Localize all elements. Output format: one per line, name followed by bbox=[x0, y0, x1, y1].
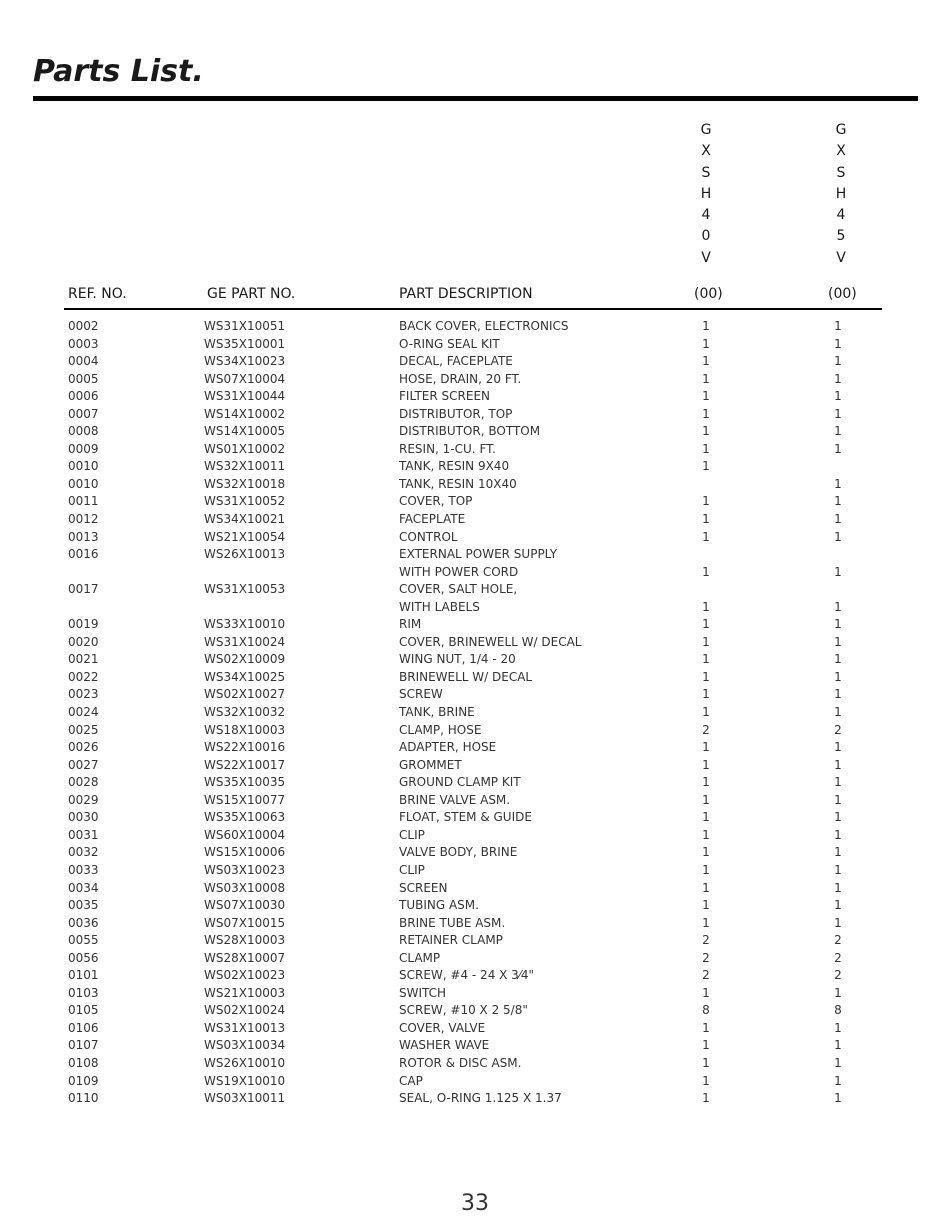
part-no-cell: WS01X10002 bbox=[204, 441, 286, 456]
ref-no-cell: 0056 bbox=[68, 950, 99, 965]
table-row bbox=[0, 546, 950, 564]
table-row bbox=[0, 599, 950, 617]
part-no-cell: WS28X10003 bbox=[204, 933, 286, 948]
model-letter: V bbox=[701, 249, 711, 266]
table-row bbox=[0, 458, 950, 476]
description-cell: HOSE, DRAIN, 20 FT. bbox=[399, 371, 522, 386]
description-cell: TANK, RESIN 10X40 bbox=[399, 476, 517, 491]
table-row bbox=[0, 809, 950, 827]
parts-table-body bbox=[0, 318, 950, 1108]
description-cell: O-RING SEAL KIT bbox=[399, 336, 500, 351]
quantity-model-1-cell: 1 bbox=[702, 845, 710, 860]
table-row bbox=[0, 897, 950, 915]
description-cell: DECAL, FACEPLATE bbox=[399, 354, 513, 369]
ref-no-cell: 0006 bbox=[68, 389, 99, 404]
ref-no-cell: 0109 bbox=[68, 1073, 99, 1088]
description-cell: SEAL, O-RING 1.125 X 1.37 bbox=[399, 1091, 562, 1106]
table-row bbox=[0, 950, 950, 968]
description-cell: WASHER WAVE bbox=[399, 1038, 490, 1053]
description-cell: COVER, SALT HOLE, bbox=[399, 582, 518, 597]
header-model-1-suffix: (00) bbox=[694, 286, 723, 302]
ref-no-cell: 0011 bbox=[68, 494, 99, 509]
part-no-cell: WS31X10052 bbox=[204, 494, 286, 509]
quantity-model-1-cell: 1 bbox=[702, 599, 710, 614]
quantity-model-2-cell: 1 bbox=[834, 775, 842, 790]
part-no-cell: WS19X10010 bbox=[204, 1073, 286, 1088]
description-cell: SCREW, #10 X 2 5/8" bbox=[399, 1003, 528, 1018]
quantity-model-1-cell: 1 bbox=[702, 862, 710, 877]
part-no-cell: WS14X10005 bbox=[204, 424, 286, 439]
part-no-cell: WS32X10032 bbox=[204, 705, 286, 720]
quantity-model-1-cell: 1 bbox=[702, 880, 710, 895]
quantity-model-1-cell: 1 bbox=[702, 371, 710, 386]
table-row bbox=[0, 1055, 950, 1073]
quantity-model-1-cell: 1 bbox=[702, 1020, 710, 1035]
header-part-description: PART DESCRIPTION bbox=[399, 286, 533, 302]
quantity-model-2-cell: 1 bbox=[834, 634, 842, 649]
table-row bbox=[0, 739, 950, 757]
header-divider bbox=[64, 308, 882, 310]
quantity-model-2-cell: 1 bbox=[834, 810, 842, 825]
model-letter: 0 bbox=[701, 228, 711, 245]
part-no-cell: WS02X10027 bbox=[204, 687, 286, 702]
quantity-model-2-cell: 1 bbox=[834, 845, 842, 860]
description-cell: BRINE VALVE ASM. bbox=[399, 792, 511, 807]
ref-no-cell: 0024 bbox=[68, 705, 99, 720]
quantity-model-1-cell: 1 bbox=[702, 898, 710, 913]
ref-no-cell: 0028 bbox=[68, 775, 99, 790]
description-cell: COVER, TOP bbox=[399, 494, 473, 509]
quantity-model-2-cell: 1 bbox=[834, 617, 842, 632]
description-cell: SCREW bbox=[399, 687, 443, 702]
page-title: Parts List. bbox=[33, 54, 204, 89]
table-row bbox=[0, 371, 950, 389]
model-letter: S bbox=[836, 164, 846, 181]
quantity-model-2-cell: 1 bbox=[834, 512, 842, 527]
ref-no-cell: 0016 bbox=[68, 547, 99, 562]
ref-no-cell: 0030 bbox=[68, 810, 99, 825]
quantity-model-1-cell: 1 bbox=[702, 1038, 710, 1053]
quantity-model-1-cell: 1 bbox=[702, 529, 710, 544]
description-cell: COVER, VALVE bbox=[399, 1020, 486, 1035]
part-no-cell: WS03X10011 bbox=[204, 1091, 286, 1106]
part-no-cell: WS03X10008 bbox=[204, 880, 286, 895]
quantity-model-2-cell: 1 bbox=[834, 441, 842, 456]
quantity-model-2-cell: 1 bbox=[834, 792, 842, 807]
header-model-2-suffix: (00) bbox=[828, 286, 857, 302]
description-cell: BACK COVER, ELECTRONICS bbox=[399, 319, 569, 333]
model-letter: 4 bbox=[836, 207, 846, 224]
model-column-2-heading bbox=[831, 120, 851, 269]
description-cell: EXTERNAL POWER SUPPLY bbox=[399, 547, 558, 562]
quantity-model-2-cell: 1 bbox=[834, 757, 842, 772]
part-no-cell: WS60X10004 bbox=[204, 827, 286, 842]
description-cell: BRINE TUBE ASM. bbox=[399, 915, 506, 930]
description-cell: CLIP bbox=[399, 827, 425, 842]
description-cell: FACEPLATE bbox=[399, 512, 466, 527]
description-cell: CAP bbox=[399, 1073, 423, 1088]
table-row bbox=[0, 669, 950, 687]
table-row bbox=[0, 915, 950, 933]
description-cell: SCREW, #4 - 24 X 3⁄4" bbox=[399, 968, 534, 983]
description-cell: DISTRIBUTOR, TOP bbox=[399, 406, 513, 421]
quantity-model-2-cell: 1 bbox=[834, 1091, 842, 1106]
part-no-cell: WS34X10021 bbox=[204, 512, 286, 527]
quantity-model-2-cell: 1 bbox=[834, 424, 842, 439]
quantity-model-2-cell: 1 bbox=[834, 494, 842, 509]
ref-no-cell: 0103 bbox=[68, 985, 99, 1000]
description-cell: GROMMET bbox=[399, 757, 462, 772]
description-cell: CONTROL bbox=[399, 529, 458, 544]
ref-no-cell: 0012 bbox=[68, 512, 99, 527]
quantity-model-1-cell: 1 bbox=[702, 827, 710, 842]
quantity-model-2-cell: 1 bbox=[834, 1020, 842, 1035]
quantity-model-1-cell: 1 bbox=[702, 634, 710, 649]
ref-no-cell: 0010 bbox=[68, 459, 99, 474]
ref-no-cell: 0003 bbox=[68, 336, 99, 351]
model-letter: X bbox=[836, 143, 846, 160]
table-row bbox=[0, 493, 950, 511]
table-row bbox=[0, 441, 950, 459]
part-no-cell: WS07X10030 bbox=[204, 898, 286, 913]
quantity-model-2-cell: 1 bbox=[834, 529, 842, 544]
header-ref-no: REF. NO. bbox=[68, 286, 127, 302]
table-row bbox=[0, 1002, 950, 1020]
model-letter: H bbox=[835, 185, 847, 202]
part-no-cell: WS07X10015 bbox=[204, 915, 286, 930]
model-letter: G bbox=[700, 122, 712, 138]
ref-no-cell: 0036 bbox=[68, 915, 99, 930]
ref-no-cell: 0013 bbox=[68, 529, 99, 544]
table-row bbox=[0, 792, 950, 810]
part-no-cell: WS02X10023 bbox=[204, 968, 286, 983]
part-no-cell: WS22X10017 bbox=[204, 757, 286, 772]
table-row bbox=[0, 686, 950, 704]
part-no-cell: WS03X10023 bbox=[204, 862, 286, 877]
part-no-cell: WS31X10051 bbox=[204, 319, 286, 333]
part-no-cell: WS21X10054 bbox=[204, 529, 286, 544]
quantity-model-2-cell: 2 bbox=[834, 950, 842, 965]
quantity-model-1-cell: 1 bbox=[702, 985, 710, 1000]
table-row bbox=[0, 862, 950, 880]
ref-no-cell: 0009 bbox=[68, 441, 99, 456]
table-row bbox=[0, 406, 950, 424]
quantity-model-1-cell: 1 bbox=[702, 459, 710, 474]
ref-no-cell: 0035 bbox=[68, 898, 99, 913]
description-cell: RETAINER CLAMP bbox=[399, 933, 503, 948]
quantity-model-2-cell: 1 bbox=[834, 862, 842, 877]
quantity-model-2-cell: 2 bbox=[834, 968, 842, 983]
quantity-model-1-cell: 1 bbox=[702, 336, 710, 351]
ref-no-cell: 0022 bbox=[68, 669, 99, 684]
quantity-model-1-cell: 1 bbox=[702, 564, 710, 579]
ref-no-cell: 0055 bbox=[68, 933, 99, 948]
table-row bbox=[0, 564, 950, 582]
quantity-model-1-cell: 1 bbox=[702, 319, 710, 333]
quantity-model-2-cell: 1 bbox=[834, 564, 842, 579]
part-no-cell: WS22X10016 bbox=[204, 740, 286, 755]
model-letter: G bbox=[835, 122, 847, 138]
quantity-model-1-cell: 1 bbox=[702, 757, 710, 772]
description-cell: SWITCH bbox=[399, 985, 447, 1000]
quantity-model-1-cell: 2 bbox=[702, 968, 710, 983]
quantity-model-2-cell: 1 bbox=[834, 1055, 842, 1070]
model-letter: 4 bbox=[701, 207, 711, 224]
quantity-model-1-cell: 1 bbox=[702, 705, 710, 720]
quantity-model-1-cell: 8 bbox=[702, 1003, 710, 1018]
part-no-cell: WS34X10023 bbox=[204, 354, 286, 369]
ref-no-cell: 0110 bbox=[68, 1091, 99, 1106]
quantity-model-2-cell: 1 bbox=[834, 985, 842, 1000]
description-cell: SCREEN bbox=[399, 880, 448, 895]
table-row bbox=[0, 722, 950, 740]
quantity-model-2-cell: 1 bbox=[834, 898, 842, 913]
quantity-model-1-cell: 1 bbox=[702, 389, 710, 404]
part-no-cell: WS02X10024 bbox=[204, 1003, 286, 1018]
ref-no-cell: 0017 bbox=[68, 582, 99, 597]
ref-no-cell: 0101 bbox=[68, 968, 99, 983]
table-row bbox=[0, 774, 950, 792]
description-cell: TANK, RESIN 9X40 bbox=[399, 459, 510, 474]
description-cell: RIM bbox=[399, 617, 422, 632]
quantity-model-2-cell: 1 bbox=[834, 319, 842, 333]
table-row bbox=[0, 616, 950, 634]
quantity-model-1-cell: 2 bbox=[702, 722, 710, 737]
part-no-cell: WS33X10010 bbox=[204, 617, 286, 632]
ref-no-cell: 0033 bbox=[68, 862, 99, 877]
part-no-cell: WS31X10053 bbox=[204, 582, 286, 597]
part-no-cell: WS15X10006 bbox=[204, 845, 286, 860]
ref-no-cell: 0108 bbox=[68, 1055, 99, 1070]
quantity-model-2-cell: 1 bbox=[834, 389, 842, 404]
ref-no-cell: 0026 bbox=[68, 740, 99, 755]
part-no-cell: WS02X10009 bbox=[204, 652, 286, 667]
quantity-model-1-cell: 1 bbox=[702, 424, 710, 439]
description-cell: WING NUT, 1/4 - 20 bbox=[399, 652, 516, 667]
description-cell: GROUND CLAMP KIT bbox=[399, 775, 521, 790]
table-row bbox=[0, 388, 950, 406]
description-cell: TANK, BRINE bbox=[399, 705, 475, 720]
table-row bbox=[0, 1020, 950, 1038]
ref-no-cell: 0106 bbox=[68, 1020, 99, 1035]
table-row bbox=[0, 353, 950, 371]
page-number: 33 bbox=[461, 1191, 489, 1216]
table-row bbox=[0, 651, 950, 669]
description-cell: BRINEWELL W/ DECAL bbox=[399, 669, 533, 684]
part-no-cell: WS18X10003 bbox=[204, 722, 286, 737]
quantity-model-1-cell: 1 bbox=[702, 406, 710, 421]
part-no-cell: WS14X10002 bbox=[204, 406, 286, 421]
part-no-cell: WS26X10010 bbox=[204, 1055, 286, 1070]
table-row bbox=[0, 511, 950, 529]
model-letter: S bbox=[701, 164, 711, 181]
quantity-model-2-cell: 1 bbox=[834, 740, 842, 755]
quantity-model-2-cell: 1 bbox=[834, 476, 842, 491]
description-cell: FLOAT, STEM & GUIDE bbox=[399, 810, 532, 825]
quantity-model-1-cell: 2 bbox=[702, 950, 710, 965]
description-cell: WITH LABELS bbox=[399, 599, 480, 614]
quantity-model-1-cell: 1 bbox=[702, 1073, 710, 1088]
quantity-model-2-cell: 1 bbox=[834, 880, 842, 895]
ref-no-cell: 0027 bbox=[68, 757, 99, 772]
model-letter: 5 bbox=[836, 228, 846, 245]
table-row bbox=[0, 634, 950, 652]
quantity-model-1-cell: 1 bbox=[702, 1091, 710, 1106]
table-row bbox=[0, 844, 950, 862]
part-no-cell: WS32X10018 bbox=[204, 476, 286, 491]
ref-no-cell: 0107 bbox=[68, 1038, 99, 1053]
model-letter: H bbox=[700, 185, 712, 202]
quantity-model-2-cell: 1 bbox=[834, 705, 842, 720]
ref-no-cell: 0034 bbox=[68, 880, 99, 895]
ref-no-cell: 0007 bbox=[68, 406, 99, 421]
part-no-cell: WS31X10024 bbox=[204, 634, 286, 649]
quantity-model-2-cell: 1 bbox=[834, 652, 842, 667]
quantity-model-1-cell: 1 bbox=[702, 354, 710, 369]
description-cell: COVER, BRINEWELL W/ DECAL bbox=[399, 634, 582, 649]
quantity-model-2-cell: 1 bbox=[834, 669, 842, 684]
table-row bbox=[0, 827, 950, 845]
quantity-model-1-cell: 2 bbox=[702, 933, 710, 948]
header-ge-part-no: GE PART NO. bbox=[207, 286, 296, 302]
quantity-model-1-cell: 1 bbox=[702, 775, 710, 790]
table-row bbox=[0, 1090, 950, 1108]
ref-no-cell: 0021 bbox=[68, 652, 99, 667]
part-no-cell: WS35X10001 bbox=[204, 336, 286, 351]
part-no-cell: WS31X10013 bbox=[204, 1020, 286, 1035]
quantity-model-1-cell: 1 bbox=[702, 494, 710, 509]
quantity-model-2-cell: 1 bbox=[834, 371, 842, 386]
ref-no-cell: 0019 bbox=[68, 617, 99, 632]
ref-no-cell: 0020 bbox=[68, 634, 99, 649]
part-no-cell: WS32X10011 bbox=[204, 459, 286, 474]
quantity-model-1-cell: 1 bbox=[702, 740, 710, 755]
quantity-model-2-cell: 1 bbox=[834, 406, 842, 421]
ref-no-cell: 0004 bbox=[68, 354, 99, 369]
ref-no-cell: 0005 bbox=[68, 371, 99, 386]
quantity-model-2-cell: 2 bbox=[834, 933, 842, 948]
description-cell: CLIP bbox=[399, 862, 425, 877]
quantity-model-2-cell: 1 bbox=[834, 599, 842, 614]
quantity-model-2-cell: 1 bbox=[834, 1038, 842, 1053]
quantity-model-1-cell: 1 bbox=[702, 1055, 710, 1070]
description-cell: FILTER SCREEN bbox=[399, 389, 491, 404]
table-row bbox=[0, 581, 950, 599]
quantity-model-1-cell: 1 bbox=[702, 915, 710, 930]
quantity-model-2-cell: 8 bbox=[834, 1003, 842, 1018]
table-row bbox=[0, 423, 950, 441]
quantity-model-1-cell: 1 bbox=[702, 687, 710, 702]
table-row bbox=[0, 336, 950, 354]
table-row bbox=[0, 880, 950, 898]
table-row bbox=[0, 704, 950, 722]
table-row bbox=[0, 985, 950, 1003]
model-column-1-heading bbox=[696, 120, 716, 269]
quantity-model-1-cell: 1 bbox=[702, 810, 710, 825]
description-cell: VALVE BODY, BRINE bbox=[399, 845, 518, 860]
quantity-model-1-cell: 1 bbox=[702, 617, 710, 632]
ref-no-cell: 0023 bbox=[68, 687, 99, 702]
table-row bbox=[0, 757, 950, 775]
ref-no-cell: 0002 bbox=[68, 319, 99, 333]
quantity-model-2-cell: 2 bbox=[834, 722, 842, 737]
table-row bbox=[0, 1037, 950, 1055]
description-cell: DISTRIBUTOR, BOTTOM bbox=[399, 424, 541, 439]
quantity-model-1-cell: 1 bbox=[702, 652, 710, 667]
quantity-model-2-cell: 1 bbox=[834, 354, 842, 369]
quantity-model-2-cell: 1 bbox=[834, 687, 842, 702]
ref-no-cell: 0029 bbox=[68, 792, 99, 807]
quantity-model-1-cell: 1 bbox=[702, 512, 710, 527]
table-row bbox=[0, 967, 950, 985]
part-no-cell: WS35X10063 bbox=[204, 810, 286, 825]
ref-no-cell: 0032 bbox=[68, 845, 99, 860]
part-no-cell: WS21X10003 bbox=[204, 985, 286, 1000]
model-letter: V bbox=[836, 249, 846, 266]
table-row bbox=[0, 932, 950, 950]
description-cell: WITH POWER CORD bbox=[399, 564, 519, 579]
part-no-cell: WS03X10034 bbox=[204, 1038, 286, 1053]
table-row bbox=[0, 1073, 950, 1091]
ref-no-cell: 0031 bbox=[68, 827, 99, 842]
description-cell: TUBING ASM. bbox=[399, 898, 479, 913]
ref-no-cell: 0008 bbox=[68, 424, 99, 439]
quantity-model-2-cell: 1 bbox=[834, 827, 842, 842]
part-no-cell: WS35X10035 bbox=[204, 775, 286, 790]
description-cell: ADAPTER, HOSE bbox=[399, 740, 497, 755]
ref-no-cell: 0105 bbox=[68, 1003, 99, 1018]
part-no-cell: WS34X10025 bbox=[204, 669, 286, 684]
part-no-cell: WS26X10013 bbox=[204, 547, 286, 562]
quantity-model-2-cell: 1 bbox=[834, 1073, 842, 1088]
title-divider bbox=[33, 96, 918, 101]
table-row bbox=[0, 529, 950, 547]
part-no-cell: WS07X10004 bbox=[204, 371, 286, 386]
description-cell: CLAMP, HOSE bbox=[399, 722, 482, 737]
part-no-cell: WS28X10007 bbox=[204, 950, 286, 965]
quantity-model-2-cell: 1 bbox=[834, 915, 842, 930]
ref-no-cell: 0010 bbox=[68, 476, 99, 491]
description-cell: RESIN, 1-CU. FT. bbox=[399, 441, 496, 456]
part-no-cell: WS15X10077 bbox=[204, 792, 286, 807]
quantity-model-1-cell: 1 bbox=[702, 441, 710, 456]
table-row bbox=[0, 476, 950, 494]
ref-no-cell: 0025 bbox=[68, 722, 99, 737]
table-row bbox=[0, 318, 950, 336]
part-no-cell: WS31X10044 bbox=[204, 389, 286, 404]
description-cell: CLAMP bbox=[399, 950, 441, 965]
description-cell: ROTOR & DISC ASM. bbox=[399, 1055, 522, 1070]
quantity-model-1-cell: 1 bbox=[702, 792, 710, 807]
quantity-model-1-cell: 1 bbox=[702, 669, 710, 684]
quantity-model-2-cell: 1 bbox=[834, 336, 842, 351]
model-letter: X bbox=[701, 143, 711, 160]
